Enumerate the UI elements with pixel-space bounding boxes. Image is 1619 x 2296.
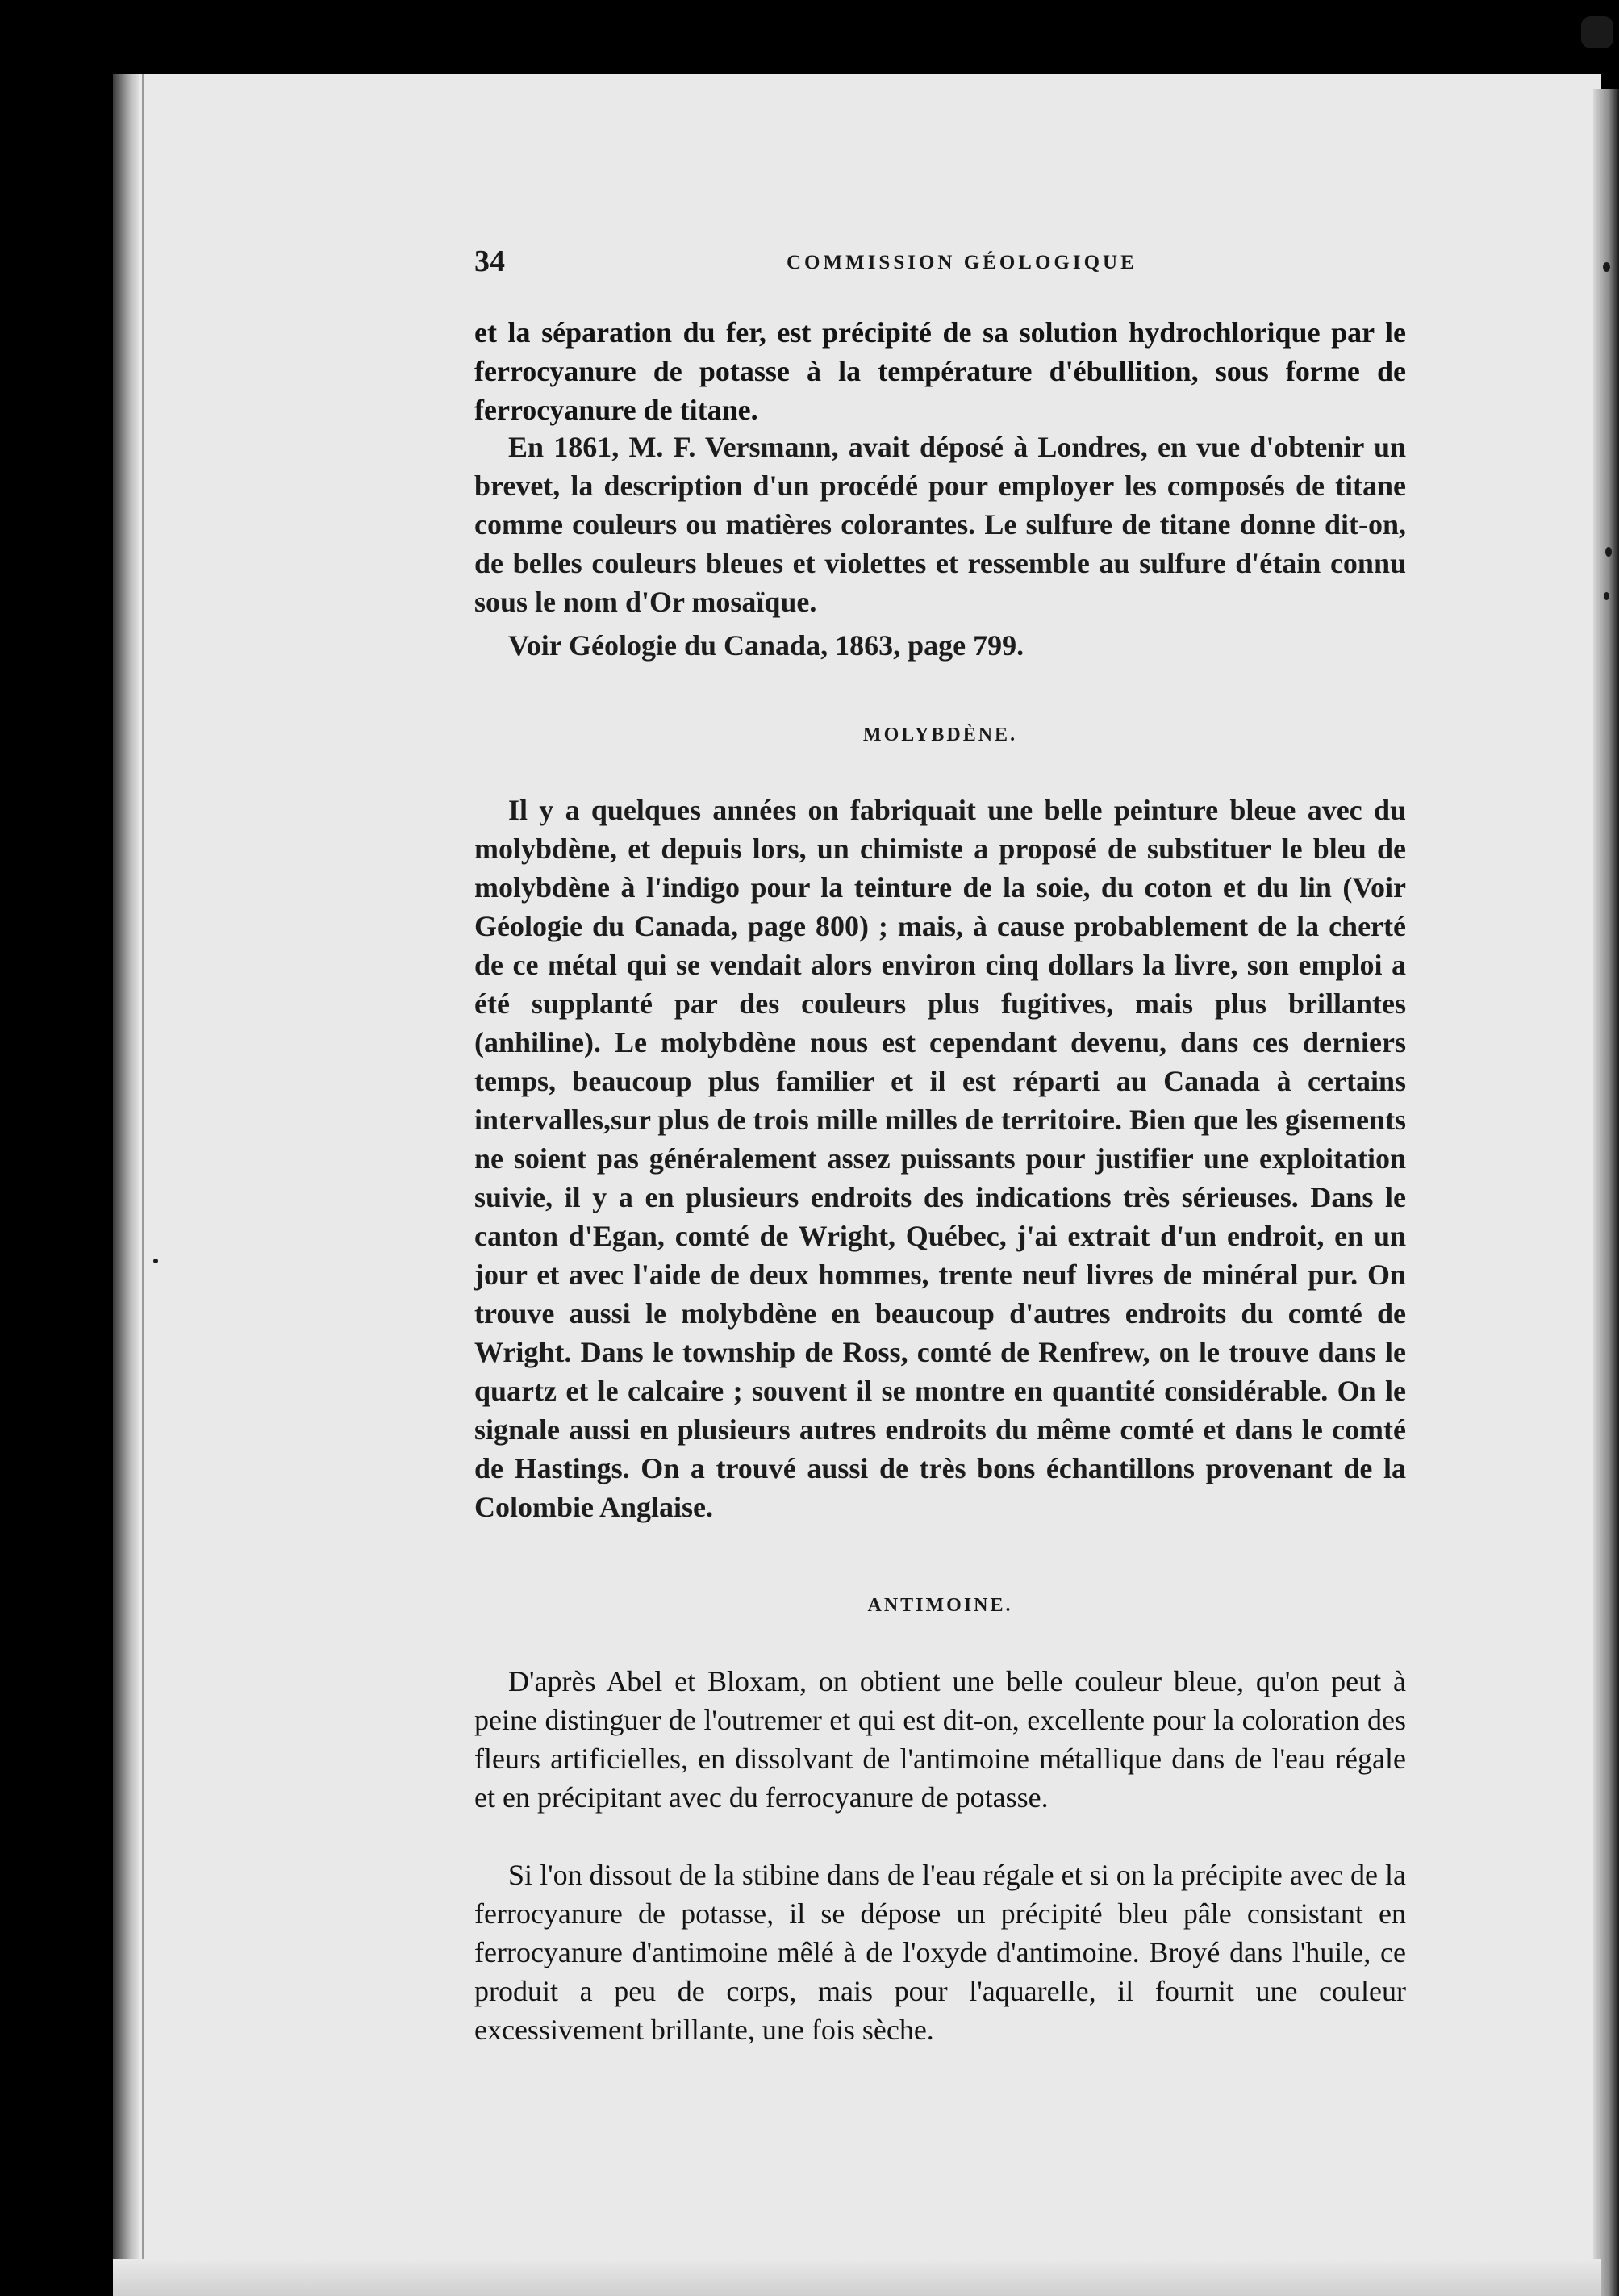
page-binding-edge xyxy=(113,74,139,2296)
scan-speck xyxy=(1605,547,1612,557)
scan-speck xyxy=(1603,262,1610,272)
section-heading-molybdene: MOLYBDÈNE. xyxy=(862,724,1018,745)
paragraph-stibine: Si l'on dissout de la stibine dans de l'eau régale et si on la précipite avec de la ferrocyanure de potasse, il se dépose un précipité bleu pâle consistant en ferrocyanure d'antimoine mêlé à de l'oxyde d'antimoine. Broyé dans l'huile, ce produit a peu de corps, mais pour l'aquarelle, il fournit une couleur excessivement brillante, une fois sèche. xyxy=(474,1859,1406,2046)
scan-speck xyxy=(1581,16,1613,48)
scan-speck xyxy=(1604,592,1609,600)
paragraph-molybdene: Il y a quelques années on fabriquait une belle peinture bleue avec du molybdène, et depuis lors, un chimiste a proposé de substituer le bleu de molybdène à l'indigo pour la teinture de la soie, du coton et du lin (Voir Géologie du Canada, page 800) ; mais, à cause probablement de la cherté de ce métal qui se vendait alors environ cinq dollars la livre, son emploi a été supplanté par des couleurs plus fugitives, mais plus brillantes (anhiline). Le molybdène nous est cependant devenu, dans ces derniers temps, beaucoup plus familier et il est réparti au Canada à certains intervalles,sur plus de trois mille milles de territoire. Bien que les gisements ne soient pas généralement assez puissants pour justifier une exploitation suivie, il y a en plusieurs endroits des indications très sérieuses. Dans le canton d'Egan, comté de Wright, Québec, j'ai extrait d'un endroit, en un jour et avec l'aide de deux hommes, trente neuf livres de minéral pur. On trouve aussi le molybdène en beaucoup d'autres endroits du comté de Wright. Dans le township de Ross, comté de Renfrew, on le trouve dans le quartz et le calcaire ; souvent il se montre en quantité considérable. On le signale aussi en plusieurs autres endroits du même comté et dans le comté de Hastings. On a trouvé aussi de très bons échantillons provenant de la Colombie Anglaise. xyxy=(474,794,1406,1523)
binding-line xyxy=(142,74,144,2296)
page-number: 34 xyxy=(474,244,505,278)
page-right-edge xyxy=(1593,89,1619,2296)
section-heading-antimoine: ANTIMOINE. xyxy=(867,1595,1013,1616)
page-bottom-shadow xyxy=(113,2259,1601,2296)
paragraph-titane-conclusion: et la séparation du fer, est précipité de sa solution hydrochlorique par le ferrocyanure de potasse à la température d'ébullition, sous forme de ferrocyanure de titane. xyxy=(474,316,1406,426)
scan-speck xyxy=(153,1259,158,1263)
paragraph-abel-bloxam: D'après Abel et Bloxam, on obtient une belle couleur bleue, qu'on peut à peine distinguer de l'outremer et qui est dit-on, excellente pour la coloration des fleurs artificielles, en dissolvant de l'antimoine métallique dans de l'eau régale et en précipitant avec du ferrocyanure de potasse. xyxy=(474,1665,1406,1814)
paragraph-versmann: En 1861, M. F. Versmann, avait déposé à Londres, en vue d'obtenir un brevet, la description d'un procédé pour employer les composés de titane comme couleurs ou matières colorantes. Le sulfure de titane donne dit-on, de belles couleurs bleues et violettes et ressemble au sulfure d'étain connu sous le nom d'Or mosaïque. xyxy=(474,431,1406,618)
running-head: COMMISSION GÉOLOGIQUE xyxy=(787,252,1137,273)
paragraph-reference: Voir Géologie du Canada, 1863, page 799. xyxy=(508,629,1024,662)
